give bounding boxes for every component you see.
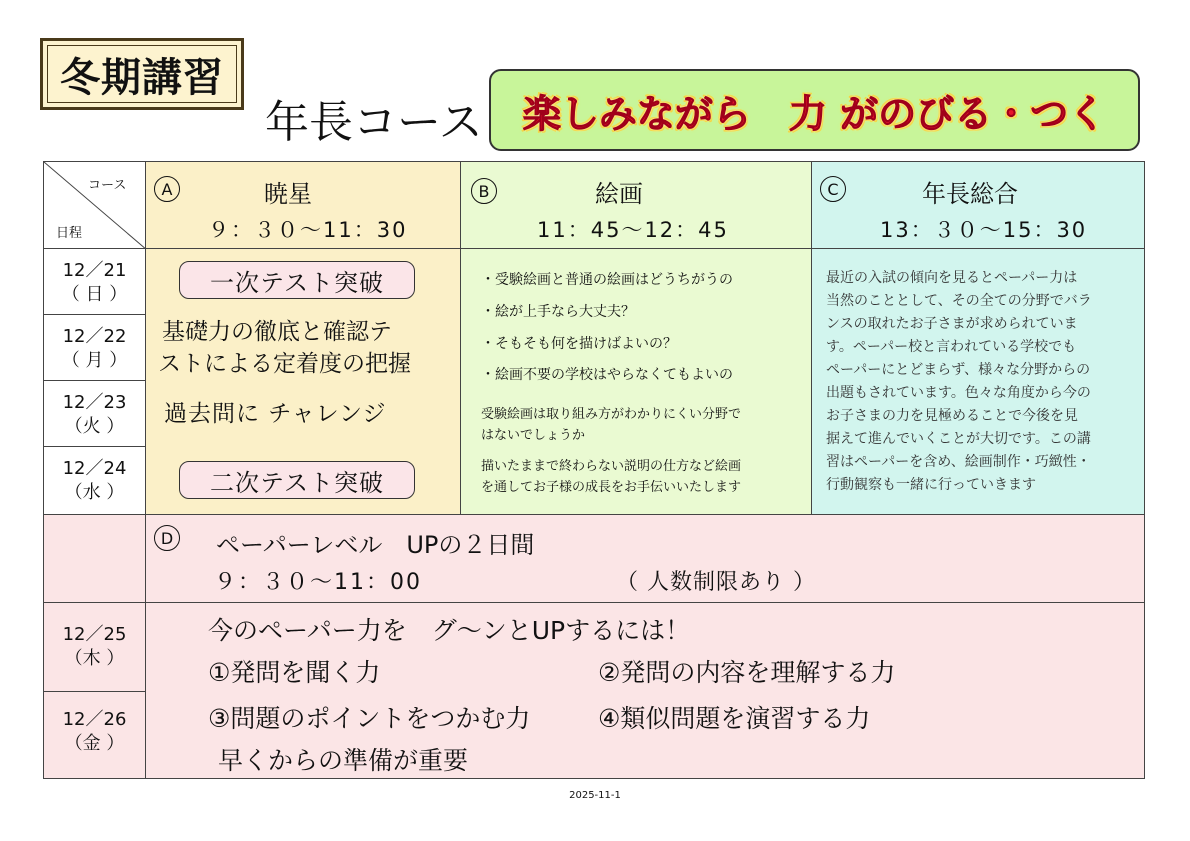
date-label: 12／24 [62, 458, 127, 479]
course-c-line: す。ペーパー校と言われている学校でも [826, 339, 1077, 355]
title-plaque [40, 38, 244, 110]
course-d-time: ９：３０〜11：00 [214, 570, 422, 595]
course-c-line: 習はペーパーを含め、絵画制作・巧緻性・ [826, 454, 1091, 470]
day-label: （ 日 ） [61, 284, 128, 305]
course-b-para2-line2: を通してお子様の成長をお手伝いいたします [481, 480, 742, 495]
course-c-line: お子さまの力を見極めることで今後を見 [826, 408, 1078, 424]
course-c-header [811, 161, 1145, 249]
course-c-name: 年長総合 [922, 180, 1018, 208]
course-c-line: 最近の入試の傾向を見るとペーパー力は [826, 270, 1078, 286]
course-b-bullet: ・そもそも何を描けばよいの？ [481, 336, 677, 352]
date-cell-1223 [43, 380, 146, 447]
day-label: （金 ） [64, 733, 125, 754]
footer-date: 2025-11-1 [569, 790, 621, 801]
course-b-para1-line2: はないでしょうか [481, 428, 586, 443]
course-b-para2-line1: 描いたままで終わらない説明の仕方など絵画 [481, 459, 742, 474]
course-d-note: （ 人数制限あり ） [616, 570, 816, 595]
slogan-banner [489, 69, 1140, 151]
course-a-name: 暁星 [264, 180, 312, 208]
course-d-title: ペーパーレベル UPの２日間 [216, 531, 535, 559]
date-label: 12／25 [62, 624, 127, 645]
course-b-bullet: ・受験絵画と普通の絵画はどうちがうの [481, 272, 733, 288]
course-b-body [460, 248, 812, 515]
course-c-time: 13：３０〜15：30 [880, 218, 1088, 242]
day-label: （ 月 ） [61, 350, 128, 371]
course-b-bullet: ・絵が上手なら大丈夫？ [481, 304, 635, 320]
date-label: 12／26 [62, 709, 127, 730]
course-b-badge: B [471, 178, 497, 204]
course-c-line: ペーパーにとどまらず、様々な分野からの [826, 362, 1091, 378]
slogan-text: 楽しみながら 力 がのびる・つく [522, 91, 1107, 136]
course-d-item2: ②発問の内容を理解する力 [598, 658, 896, 687]
course-d-header [145, 514, 1145, 603]
date-cell-1222 [43, 314, 146, 381]
course-a-badge: A [154, 176, 180, 202]
course-b-header [460, 161, 812, 249]
course-d-item3: ③問題のポイントをつかむ力 [208, 704, 531, 733]
course-d-body [145, 602, 1145, 779]
course-c-line: 出題もされています。色々な角度から今の [826, 385, 1091, 401]
date-label: 12／23 [62, 392, 127, 413]
course-c-line: ンスの取れたお子さまが求められていま [826, 316, 1078, 332]
course-c-line: 据えて進んでいくことが大切です。この講 [826, 431, 1091, 447]
course-c-body [811, 248, 1145, 515]
course-b-bullet: ・絵画不要の学校はやらなくてもよいの [481, 367, 733, 383]
date-cell-1224 [43, 446, 146, 515]
day-label: （火 ） [64, 416, 125, 437]
course-a-body [145, 248, 461, 515]
course-a-line2: ストによる定着度の把握 [158, 351, 411, 377]
course-d-headline: 今のペーパー力を グ〜ンとUPするには！ [208, 616, 691, 645]
first-test-pill: 一次テスト突破 [179, 261, 415, 299]
course-a-header [145, 161, 461, 249]
course-d-closing: 早くからの準備が重要 [218, 746, 469, 775]
course-a-line3: 過去問に チャレンジ [164, 401, 387, 427]
day-label: （水 ） [64, 482, 125, 503]
date-cell-1225 [43, 602, 146, 692]
date-cell-1221 [43, 248, 146, 315]
second-test-pill: 二次テスト突破 [179, 461, 415, 499]
course-d-item4: ④類似問題を演習する力 [598, 704, 871, 733]
corner-schedule-label: 日程 [56, 226, 83, 241]
course-d-item1: ①発問を聞く力 [208, 658, 381, 687]
course-d-badge: D [154, 525, 180, 551]
plaque-title: 冬期講習 [60, 54, 224, 101]
course-c-line: 行動観察も一緒に行っていきます [826, 477, 1036, 493]
day-label: （木 ） [64, 648, 125, 669]
course-d-empty-date-cell [43, 514, 146, 603]
course-b-para1-line1: 受験絵画は取り組み方がわかりにくい分野で [481, 407, 742, 422]
course-b-name: 絵画 [595, 180, 643, 208]
corner-course-label: コース [88, 178, 127, 193]
course-a-line1: 基礎力の徹底と確認テ [162, 319, 392, 345]
corner-cell [43, 161, 146, 249]
date-label: 12／21 [62, 260, 127, 281]
date-cell-1226 [43, 691, 146, 779]
course-a-time: ９：３０〜11：30 [208, 218, 408, 242]
course-c-badge: C [820, 176, 846, 202]
course-b-time: 11：45〜12：45 [537, 218, 729, 242]
course-title: 年長コース [265, 97, 483, 148]
date-label: 12／22 [62, 326, 127, 347]
course-c-line: 当然のこととして、その全ての分野でバラ [826, 293, 1092, 309]
